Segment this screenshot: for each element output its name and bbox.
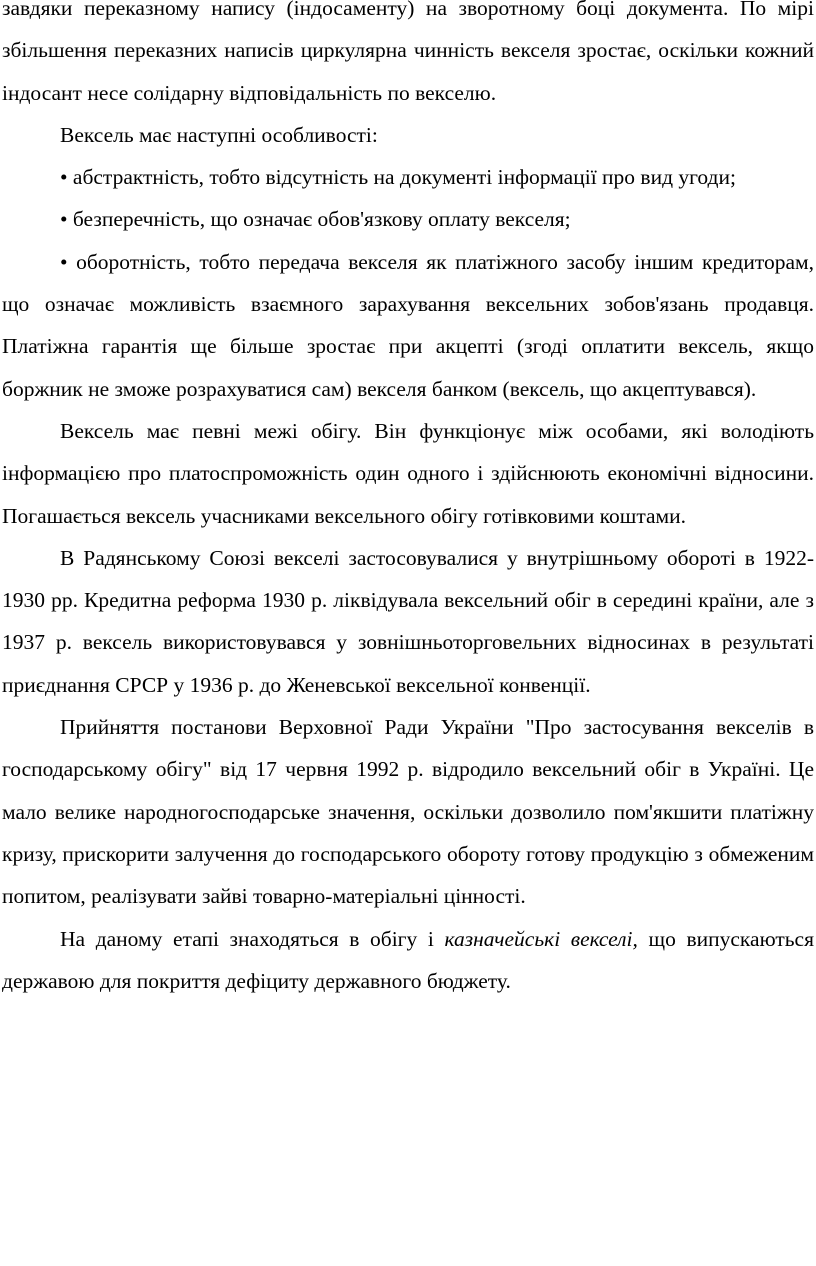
paragraph-feature-negotiability: • оборотність, тобто передача векселя як платіжного засобу іншим кредиторам, що означає можливість взаємного зарахування вексельних зобов'язань продавця. Платіжна гарантія ще більше зростає при акцепті (згоді оплатити вексель, якщо боржник не зможе розрахуватися сам) векселя банком (вексель, що акцептувався). xyxy=(2,249,814,401)
paragraph-feature-continuity: • безперечність, що означає обов'язкову оплату векселя; xyxy=(60,207,571,232)
treasury-bills-emphasis: казначейські векселі, xyxy=(444,926,638,951)
paragraph-feature-abstractness: • абстрактність, тобто відсутність на документі інформації про вид угоди; xyxy=(60,165,736,190)
treasury-text-before: На даному етапі знаходяться в обігу і xyxy=(60,926,445,951)
paragraph-continuation: завдяки переказному напису (індосаменту) на зворотному боці документа. По мірі збільшення переказних написів циркулярна чинність векселя зростає, оскільки кожний індосант несе солідарну відповідальність по векселю. xyxy=(2,0,814,105)
paragraph-soviet-history: В Радянському Союзі векселі застосовувалися у внутрішньому обороті в 1922-1930 рр. Кредитна реформа 1930 р. ліквідувала вексельний обіг в середині країни, але з 1937 р. вексель використовувався у зовнішньоторговельних відносинах в результаті приєднання СРСР у 1936 р. до Женевської вексельної конвенції. xyxy=(2,545,814,697)
treasury-text-after: що випускаються державою для покриття дефіциту державного бюджету. xyxy=(2,926,814,993)
paragraph-circulation-limits: Вексель має певні межі обігу. Він функціонує між особами, які володіють інформацією про платоспроможність один одного і здійснюють економічні відносини. Погашається вексель учасниками вексельного обігу готівковими коштами. xyxy=(2,418,814,528)
paragraph-features-intro: Вексель має наступні особливості: xyxy=(60,122,378,147)
paragraph-treasury-bills xyxy=(2,918,814,1003)
paragraph-ukraine-resolution: Прийняття постанови Верховної Ради України "Про застосування векселів в господарському обігу" від 17 червня 1992 р. відродило вексельний обіг в Україні. Це мало велике народногосподарське значення, оскільки дозволило пом'якшити платіжну кризу, прискорити залучення до господарського обороту готову продукцію з обмеженим попитом, реалізувати зайві товарно-матеріальні цінності. xyxy=(2,715,814,909)
